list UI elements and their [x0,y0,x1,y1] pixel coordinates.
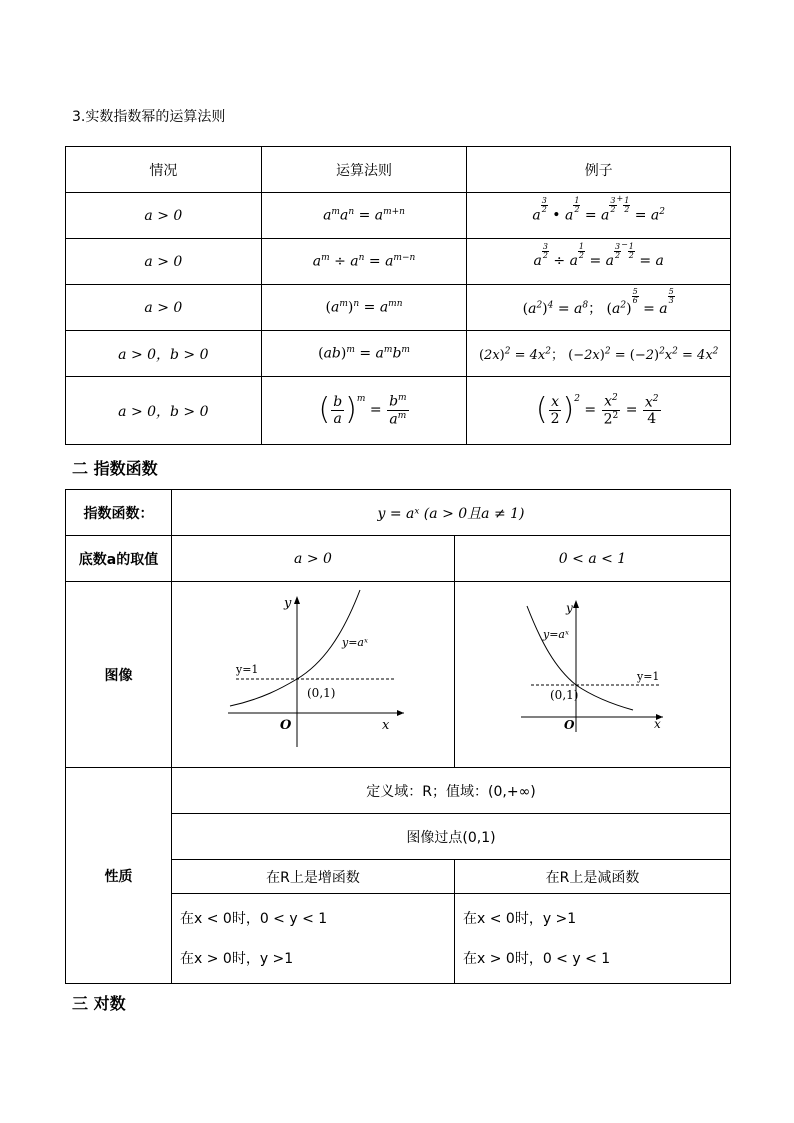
row1-rule: $a^ma^n = a^{m+n}$ [261,193,467,239]
asymptote-label: y=1 [637,670,660,683]
row2-rule: $a^m \div a^n = a^{m-n}$ [261,239,467,285]
y-axis-arrow [573,600,579,608]
row3-example: $(a^2)^4 = a^8$； $(a^2)$ $\frac{5}{6}$ = a $\frac{5}{3}$ [467,285,731,331]
row5-example: ( $\frac{x}{2}$ )$^2$ = $\frac{x^2}{2^2}$ = $\frac{x^2}{4}$ [467,377,731,445]
graph-increasing-cell [172,582,455,768]
increasing-text: 在R上是增函数 [172,860,455,894]
case2-behaviour [455,894,731,984]
section-3-title: 3.实数指数幂的运算法则 [72,109,226,125]
domain-range: 定义域：R；值域：(0,+∞) [172,768,731,814]
exp-curve [527,606,633,710]
def-label: 指数函数： [66,490,172,536]
header-case: 情况 [66,147,262,193]
exponent-rules-table [65,146,731,445]
row5-rule: ( $\frac{b}{a}$ )$^m$ = $\frac{b^m}{a^m}$ [261,377,467,445]
asymptote-label: y=1 [236,663,259,676]
case-a-greater-0: a > 0 [172,536,455,582]
row4-example: $(2x)^2 = 4x^2$； $(-2x)^2 = (-2)^2x^2 = 4x^2$ [467,331,731,377]
graph-increasing [172,582,454,763]
row4-rule: $(ab)^m = a^mb^m$ [261,331,467,377]
header-rule: 运算法则 [261,147,467,193]
y-axis-arrow [294,596,300,604]
props-label: 性质 [66,768,172,984]
graph-decreasing [455,582,730,763]
exp-curve [230,590,360,706]
row3-condition: a > 0 [66,285,262,331]
row1-example: a $\frac{3}{2}$ • a $\frac{1}{2}$ = a $\frac{3}{2}$ + $\frac{1}{2}$ = $a^2$ [467,193,731,239]
passes-point: 图像过点(0,1) [172,814,731,860]
x-axis-label: x [382,718,390,733]
case1-line2: 在x > 0时，y >1 [180,950,294,967]
case2-line2: 在x > 0时，0 < y < 1 [463,950,611,967]
case1-behaviour [172,894,455,984]
y-axis-label: y [566,601,573,615]
def-formula: y = aˣ (a > 0且a ≠ 1) [172,490,731,536]
exponential-function-table [65,489,731,984]
header-example: 例子 [467,147,731,193]
curve-label: y=aˣ [342,636,368,649]
case-a-between-0-1: 0 < a < 1 [455,536,731,582]
row1-condition: a > 0 [66,193,262,239]
section-san-title: 三 对数 [72,994,126,1013]
origin-label: O [280,718,292,733]
y-axis-label: y [284,596,292,611]
case1-line1: 在x < 0时，0 < y < 1 [180,910,328,927]
graph-label: 图像 [66,582,172,768]
x-axis-label: x [654,717,661,731]
row5-condition: a > 0，b > 0 [66,377,262,445]
x-axis-arrow [397,710,404,716]
row2-condition: a > 0 [66,239,262,285]
section-er-title: 二 指数函数 [72,459,158,478]
row2-example: a $\frac{3}{2}$ ÷ a $\frac{1}{2}$ = a $\frac{3}{2}$ − $\frac{1}{2}$ = a [467,239,731,285]
point-label: (0,1) [550,688,579,702]
row4-condition: a > 0，b > 0 [66,331,262,377]
curve-label: y=aˣ [543,628,569,641]
origin-label: O [564,718,575,732]
point-label: (0,1) [307,686,336,700]
row3-rule: $(a^m)^n = a^{mn}$ [261,285,467,331]
base-label: 底数a的取值 [66,536,172,582]
graph-decreasing-cell [455,582,731,768]
case2-line1: 在x < 0时，y >1 [463,910,577,927]
decreasing-text: 在R上是减函数 [455,860,731,894]
